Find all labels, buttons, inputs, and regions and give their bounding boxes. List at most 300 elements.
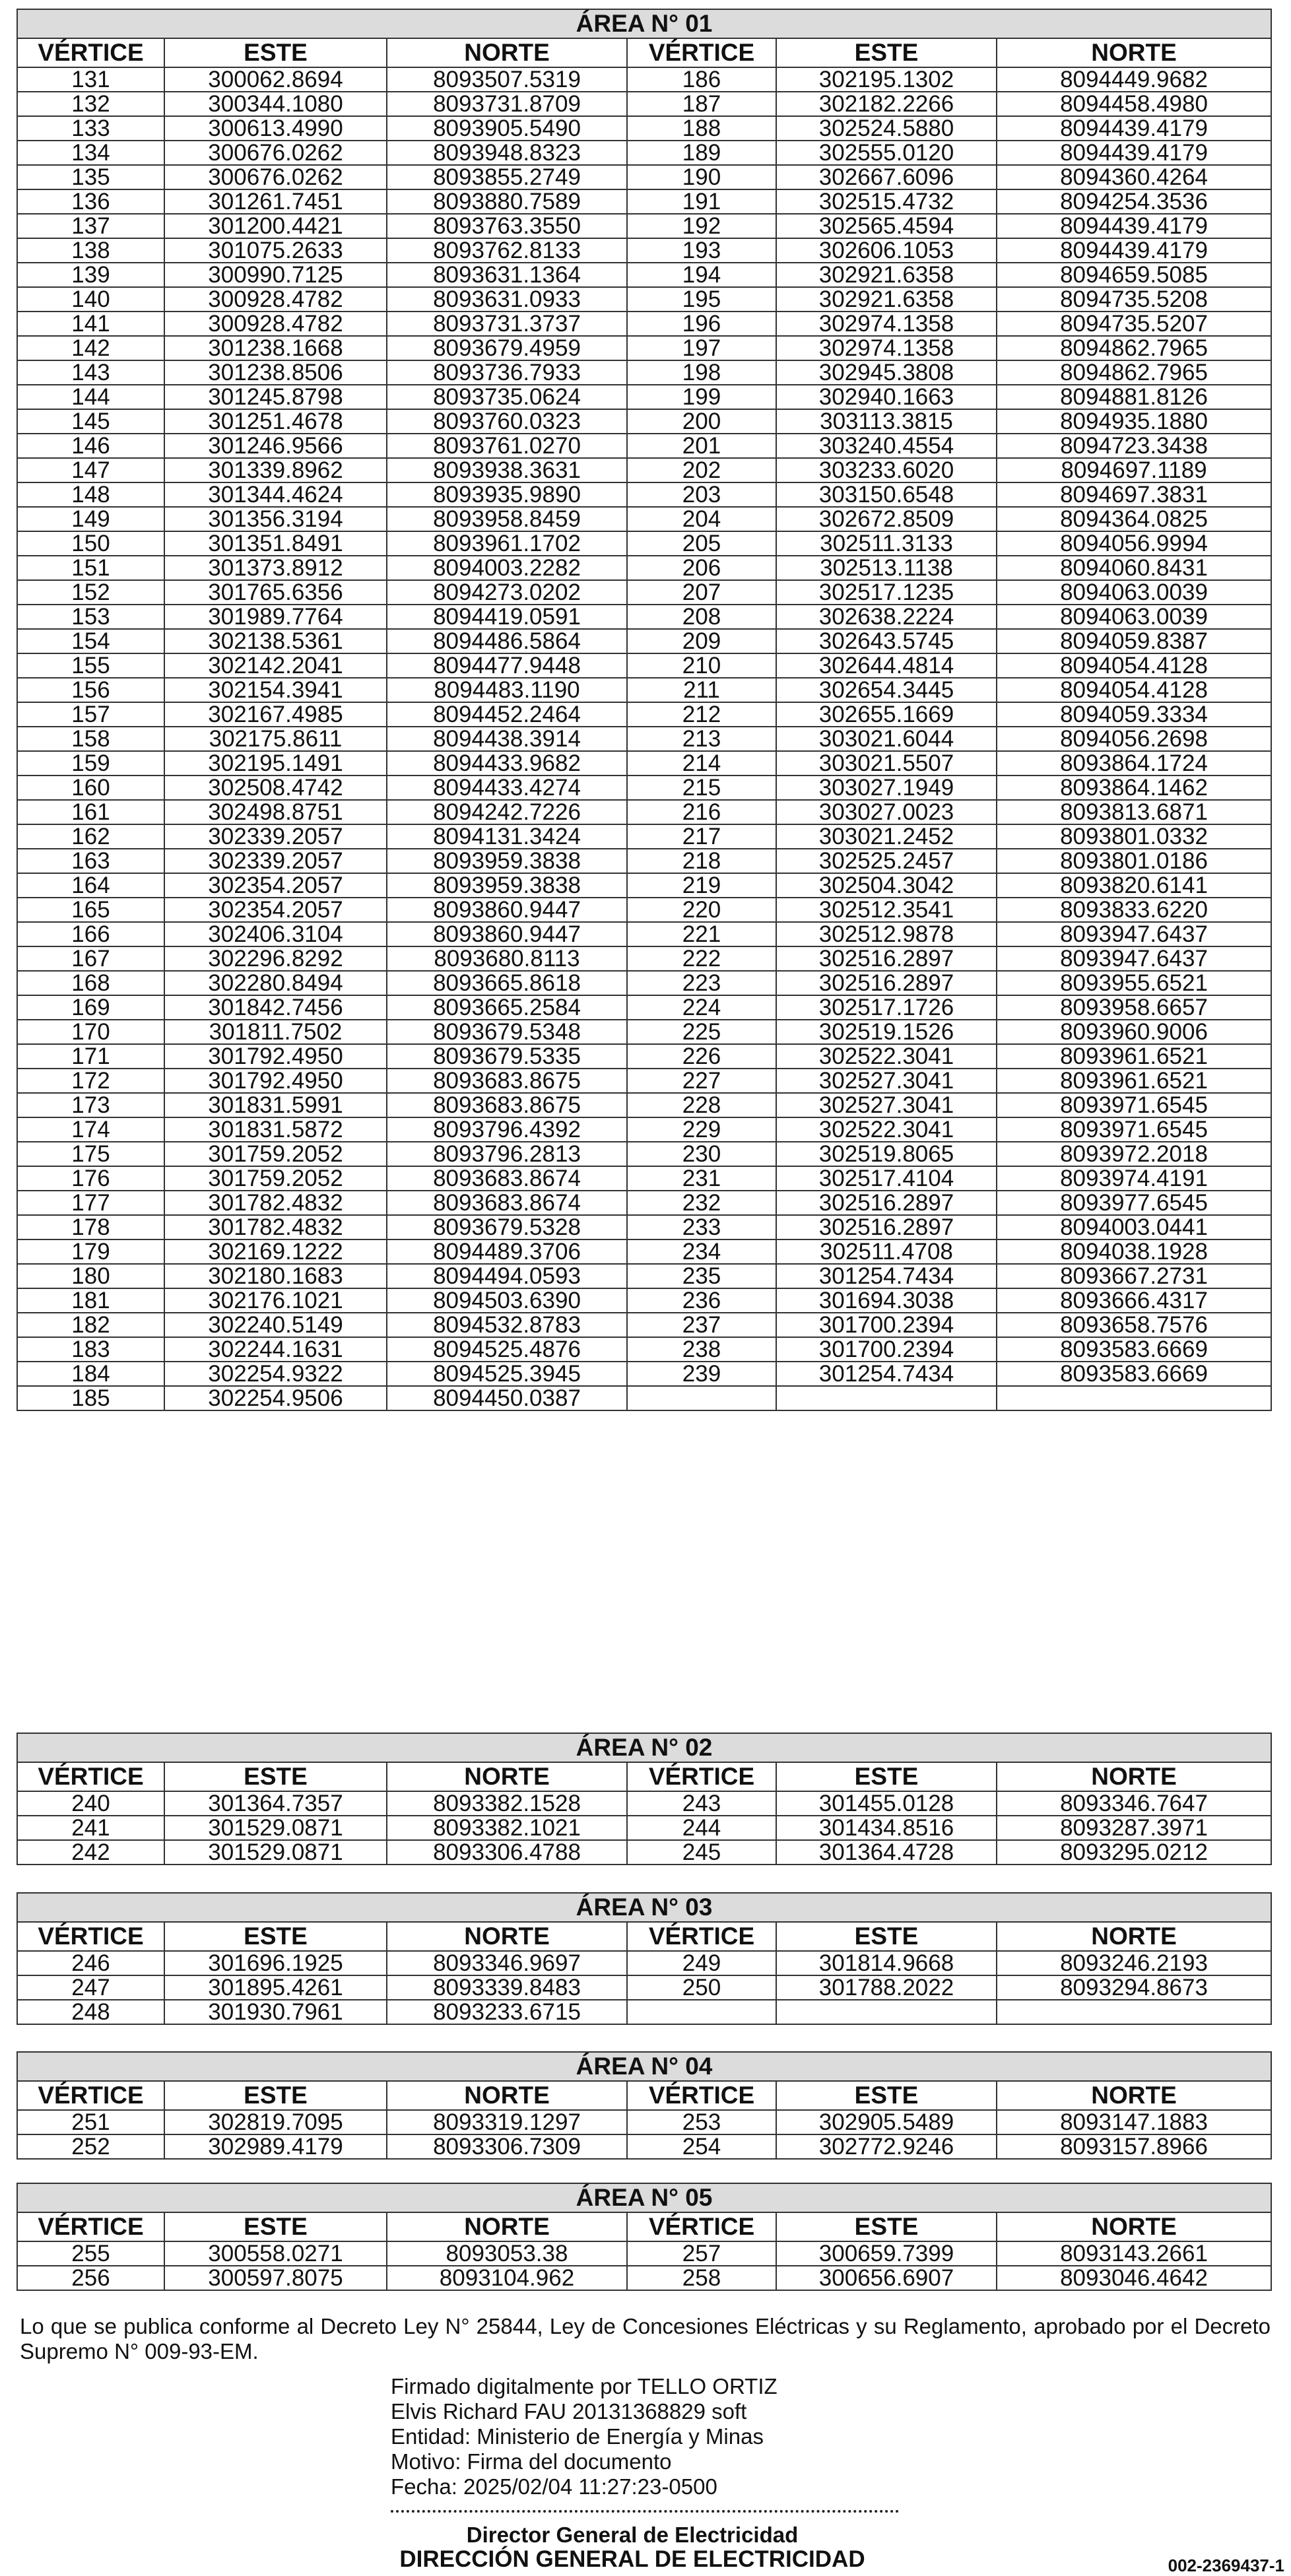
column-header-norte: NORTE [997,1922,1271,1951]
norte-cell: 8093820.6141 [997,873,1271,898]
table-row [17,2241,1271,2266]
table-row [17,1264,1271,1288]
table-row [17,776,1271,800]
este-cell: 302667.6096 [776,165,997,189]
norte-cell: 8093631.1364 [387,263,627,287]
vertice-cell: 205 [627,531,776,556]
este-cell: 302504.3042 [776,873,997,898]
table-row [17,653,1271,678]
column-header-vertice: VÉRTICE [17,1762,164,1791]
este-cell: 302511.4708 [776,1239,997,1264]
este-cell: 302240.5149 [164,1313,387,1337]
este-cell: 301251.4678 [164,409,387,434]
vertice-cell: 169 [17,995,164,1020]
area-table [17,1733,1272,1865]
norte-cell: 8094494.0593 [387,1264,627,1288]
este-cell: 302921.6358 [776,287,997,312]
este-cell: 302339.2057 [164,824,387,849]
norte-cell: 8094003.0441 [997,1215,1271,1239]
table-row [17,1142,1271,1166]
este-cell: 303027.0023 [776,800,997,824]
norte-cell: 8094433.4274 [387,776,627,800]
este-cell: 303021.2452 [776,824,997,849]
este-cell: 301356.3194 [164,507,387,531]
vertice-cell: 251 [17,2110,164,2134]
table-row [17,507,1271,531]
este-cell: 302655.1669 [776,702,997,727]
column-header-este: ESTE [776,2081,997,2110]
director-title: Director General de Electricidad [466,2523,799,2547]
este-cell: 302555.0120 [776,141,997,165]
norte-cell: 8094360.4264 [997,165,1271,189]
table-row [17,556,1271,580]
vertice-cell: 170 [17,1020,164,1044]
table-row [17,1166,1271,1191]
norte-cell: 8093683.8674 [387,1166,627,1191]
table-row [17,2110,1271,2134]
table-row [17,751,1271,776]
vertice-cell: 182 [17,1313,164,1337]
vertice-cell: 156 [17,678,164,702]
vertice-cell: 191 [627,189,776,214]
table-row [17,2000,1271,2024]
area-title: ÁREA N° 04 [17,2052,1271,2081]
este-cell: 302643.5745 [776,629,997,653]
vertice-cell: 145 [17,409,164,434]
table-row [17,946,1271,971]
norte-cell: 8094483.1190 [387,678,627,702]
este-cell: 301700.2394 [776,1337,997,1362]
vertice-cell: 132 [17,92,164,116]
table-row [17,1191,1271,1215]
este-cell: 300597.8075 [164,2266,387,2290]
este-cell: 302498.8751 [164,800,387,824]
vertice-cell: 234 [627,1239,776,1264]
norte-cell: 8094532.8783 [387,1313,627,1337]
column-header-norte: NORTE [997,2081,1271,2110]
este-cell: 301696.1925 [164,1951,387,1975]
vertice-cell: 134 [17,141,164,165]
este-cell: 302167.4985 [164,702,387,727]
este-cell: 300990.7125 [164,263,387,287]
vertice-cell: 176 [17,1166,164,1191]
este-cell: 302519.1526 [776,1020,997,1044]
column-header-vertice: VÉRTICE [627,2081,776,2110]
vertice-cell: 197 [627,336,776,360]
norte-cell: 8094881.8126 [997,385,1271,409]
vertice-cell: 141 [17,312,164,336]
este-cell: 301529.0871 [164,1840,387,1865]
vertice-cell: 150 [17,531,164,556]
table-row [17,1386,1271,1410]
vertice-cell: 142 [17,336,164,360]
vertice-cell: 167 [17,946,164,971]
vertice-cell: 237 [627,1313,776,1337]
este-cell: 302945.3808 [776,360,997,385]
table-row [17,67,1271,92]
table-row [17,336,1271,360]
este-cell: 302940.1663 [776,385,997,409]
column-header-este: ESTE [164,2212,387,2241]
este-cell: 302522.3041 [776,1044,997,1069]
este-cell: 300558.0271 [164,2241,387,2266]
column-header-este: ESTE [776,1922,997,1951]
este-cell: 303233.6020 [776,458,997,482]
column-header-este: ESTE [164,1922,387,1951]
vertice-cell: 206 [627,556,776,580]
table-row [17,1975,1271,2000]
vertice-cell: 151 [17,556,164,580]
table-row [17,702,1271,727]
vertice-cell: 253 [627,2110,776,2134]
norte-cell: 8094450.0387 [387,1386,627,1410]
vertice-cell: 179 [17,1239,164,1264]
table-row [17,141,1271,165]
vertice-cell: 243 [627,1791,776,1816]
norte-cell: 8093306.7309 [387,2134,627,2159]
column-header-norte: NORTE [387,2081,627,2110]
norte-cell: 8093731.8709 [387,92,627,116]
vertice-cell: 155 [17,653,164,678]
digital-signature-block [391,2374,919,2499]
vertice-cell: 201 [627,434,776,458]
este-cell: 302508.4742 [164,776,387,800]
table-row [17,287,1271,312]
norte-cell: 8093947.6437 [997,922,1271,946]
este-cell: 302565.4594 [776,214,997,238]
norte-cell: 8093679.5335 [387,1044,627,1069]
este-cell: 301759.2052 [164,1142,387,1166]
column-header-vertice: VÉRTICE [627,2212,776,2241]
column-header-row [17,1922,1271,1951]
table-row [17,1044,1271,1069]
table-row [17,189,1271,214]
este-cell [776,2000,997,2024]
table-row [17,238,1271,263]
norte-cell: 8094054.4128 [997,653,1271,678]
vertice-cell: 217 [627,824,776,849]
este-cell: 302182.2266 [776,92,997,116]
norte-cell: 8094439.4179 [997,214,1271,238]
este-cell: 301529.0871 [164,1816,387,1840]
norte-cell: 8093233.6715 [387,2000,627,2024]
vertice-cell: 140 [17,287,164,312]
vertice-cell: 219 [627,873,776,898]
vertice-cell: 203 [627,482,776,507]
vertice-cell: 177 [17,1191,164,1215]
norte-cell: 8094697.1189 [997,458,1271,482]
este-cell: 303021.6044 [776,727,997,751]
vertice-cell: 148 [17,482,164,507]
este-cell: 302354.2057 [164,898,387,922]
vertice-cell: 184 [17,1362,164,1386]
norte-cell: 8094433.9682 [387,751,627,776]
este-cell: 302513.1138 [776,556,997,580]
este-cell: 302527.3041 [776,1069,997,1093]
norte-cell: 8094486.5864 [387,629,627,653]
este-cell: 301339.8962 [164,458,387,482]
norte-cell: 8093860.9447 [387,922,627,946]
vertice-cell: 196 [627,312,776,336]
norte-cell: 8093813.6871 [997,800,1271,824]
norte-cell: 8094254.3536 [997,189,1271,214]
norte-cell: 8093679.5328 [387,1215,627,1239]
table-row [17,92,1271,116]
vertice-cell: 232 [627,1191,776,1215]
norte-cell: 8094862.7965 [997,360,1271,385]
table-row [17,1951,1271,1975]
este-cell: 300928.4782 [164,312,387,336]
table-row [17,922,1271,946]
este-cell: 302512.9878 [776,922,997,946]
norte-cell: 8093905.5490 [387,116,627,141]
norte-cell: 8094060.8431 [997,556,1271,580]
vertice-cell: 235 [627,1264,776,1288]
area-table [17,9,1272,1411]
este-cell: 301245.8798 [164,385,387,409]
vertice-cell: 187 [627,92,776,116]
vertice-cell: 241 [17,1816,164,1840]
norte-cell: 8093735.0624 [387,385,627,409]
vertice-cell: 178 [17,1215,164,1239]
norte-cell: 8093960.9006 [997,1020,1271,1044]
table-row [17,434,1271,458]
column-header-norte: NORTE [387,2212,627,2241]
norte-cell: 8094056.9994 [997,531,1271,556]
norte-cell: 8093679.4959 [387,336,627,360]
norte-cell: 8094862.7965 [997,336,1271,360]
table-row [17,1313,1271,1337]
este-cell: 302280.8494 [164,971,387,995]
vertice-cell: 245 [627,1840,776,1865]
norte-cell: 8093683.8675 [387,1069,627,1093]
norte-cell: 8094452.2464 [387,702,627,727]
vertice-cell: 133 [17,116,164,141]
este-cell: 302515.4732 [776,189,997,214]
este-cell: 301200.4421 [164,214,387,238]
este-cell: 301792.4950 [164,1044,387,1069]
este-cell: 301792.4950 [164,1069,387,1093]
vertice-cell: 227 [627,1069,776,1093]
column-header-este: ESTE [164,2081,387,2110]
este-cell: 301434.8516 [776,1816,997,1840]
este-cell: 302354.2057 [164,873,387,898]
este-cell: 303027.1949 [776,776,997,800]
este-cell: 301989.7764 [164,605,387,629]
table-row [17,385,1271,409]
norte-cell: 8094935.1880 [997,409,1271,434]
vertice-cell: 200 [627,409,776,434]
norte-cell: 8093666.4317 [997,1288,1271,1313]
este-cell: 302176.1021 [164,1288,387,1313]
column-header-vertice: VÉRTICE [17,2081,164,2110]
norte-cell: 8094273.0202 [387,580,627,605]
vertice-cell: 173 [17,1093,164,1117]
norte-cell: 8093974.4191 [997,1166,1271,1191]
norte-cell: 8093306.4788 [387,1840,627,1865]
table-row [17,1020,1271,1044]
este-cell: 301254.7434 [776,1362,997,1386]
norte-cell: 8093680.8113 [387,946,627,971]
column-header-vertice: VÉRTICE [627,1762,776,1791]
vertice-cell: 185 [17,1386,164,1410]
table-row [17,165,1271,189]
norte-cell: 8093667.2731 [997,1264,1271,1288]
table-row [17,1288,1271,1313]
este-cell: 302974.1358 [776,312,997,336]
norte-cell: 8093583.6669 [997,1337,1271,1362]
norte-cell: 8093760.0323 [387,409,627,434]
norte-cell: 8093679.5348 [387,1020,627,1044]
area-title: ÁREA N° 05 [17,2183,1271,2212]
este-cell: 302175.8611 [164,727,387,751]
vertice-cell: 172 [17,1069,164,1093]
norte-cell: 8094059.8387 [997,629,1271,653]
este-cell: 302516.2897 [776,971,997,995]
este-cell: 302254.9322 [164,1362,387,1386]
norte-cell: 8094489.3706 [387,1239,627,1264]
norte-cell: 8094723.3438 [997,434,1271,458]
vertice-cell: 168 [17,971,164,995]
norte-cell: 8094439.4179 [997,141,1271,165]
column-header-este: ESTE [164,1762,387,1791]
norte-cell: 8093961.6521 [997,1069,1271,1093]
norte-cell: 8093683.8675 [387,1093,627,1117]
norte-cell: 8093346.9697 [387,1951,627,1975]
norte-cell: 8093147.1883 [997,2110,1271,2134]
vertice-cell: 131 [17,67,164,92]
vertice-cell: 231 [627,1166,776,1191]
norte-cell: 8093948.8323 [387,141,627,165]
este-cell: 301831.5991 [164,1093,387,1117]
norte-cell: 8094503.6390 [387,1288,627,1313]
norte-cell: 8093053.38 [387,2241,627,2266]
vertice-cell: 216 [627,800,776,824]
vertice-cell: 193 [627,238,776,263]
este-cell: 301455.0128 [776,1791,997,1816]
vertice-cell: 160 [17,776,164,800]
este-cell: 302180.1683 [164,1264,387,1288]
este-cell: 302519.8065 [776,1142,997,1166]
norte-cell: 8094525.4876 [387,1337,627,1362]
este-cell: 301254.7434 [776,1264,997,1288]
vertice-cell: 158 [17,727,164,751]
este-cell [776,1386,997,1410]
table-row [17,605,1271,629]
norte-cell [997,1386,1271,1410]
este-cell: 302524.5880 [776,116,997,141]
este-cell: 302606.1053 [776,238,997,263]
vertice-cell: 198 [627,360,776,385]
table-row [17,214,1271,238]
vertice-cell: 161 [17,800,164,824]
este-cell: 301373.8912 [164,556,387,580]
vertice-cell: 254 [627,2134,776,2159]
norte-cell: 8093958.8459 [387,507,627,531]
vertice-cell: 256 [17,2266,164,2290]
este-cell: 301700.2394 [776,1313,997,1337]
vertice-cell: 174 [17,1117,164,1142]
este-cell: 302525.2457 [776,849,997,873]
norte-cell: 8094063.0039 [997,580,1271,605]
column-header-este: ESTE [776,38,997,67]
table-row [17,873,1271,898]
norte-cell: 8093157.8966 [997,2134,1271,2159]
este-cell: 303150.6548 [776,482,997,507]
vertice-cell: 175 [17,1142,164,1166]
vertice-cell: 137 [17,214,164,238]
este-cell: 302638.2224 [776,605,997,629]
vertice-cell: 163 [17,849,164,873]
este-cell: 301351.8491 [164,531,387,556]
vertice-cell: 192 [627,214,776,238]
este-cell: 302905.5489 [776,2110,997,2134]
norte-cell: 8094003.2282 [387,556,627,580]
este-cell: 300613.4990 [164,116,387,141]
este-cell: 302195.1491 [164,751,387,776]
vertice-cell: 230 [627,1142,776,1166]
norte-cell: 8093938.3631 [387,458,627,482]
norte-cell: 8093736.7933 [387,360,627,385]
este-cell: 302138.5361 [164,629,387,653]
este-cell: 302974.1358 [776,336,997,360]
vertice-cell: 143 [17,360,164,385]
area-title: ÁREA N° 03 [17,1893,1271,1922]
table-row [17,409,1271,434]
vertice-cell: 202 [627,458,776,482]
norte-cell: 8094038.1928 [997,1239,1271,1264]
vertice-cell: 136 [17,189,164,214]
vertice-cell: 209 [627,629,776,653]
norte-cell [997,2000,1271,2024]
este-cell: 302516.2897 [776,1215,997,1239]
area-title: ÁREA N° 01 [17,9,1271,38]
este-cell: 302517.4104 [776,1166,997,1191]
legal-notice: Lo que se publica conforme al Decreto Ley N° 25844, Ley de Concesiones Eléctricas y su Reglamento, aprobado por el Decreto Supremo N° 009-93-EM. [20,2314,1271,2363]
area-table [17,1892,1272,2025]
vertice-cell: 210 [627,653,776,678]
signature-divider [391,2510,899,2513]
norte-cell: 8093583.6669 [997,1362,1271,1386]
vertice-cell [627,1386,776,1410]
norte-cell: 8093665.2584 [387,995,627,1020]
este-cell: 300928.4782 [164,287,387,312]
column-header-vertice: VÉRTICE [17,38,164,67]
vertice-cell: 180 [17,1264,164,1288]
norte-cell: 8093947.6437 [997,946,1271,971]
column-header-norte: NORTE [387,38,627,67]
table-row [17,2266,1271,2290]
este-cell: 300656.6907 [776,2266,997,2290]
vertice-cell: 186 [627,67,776,92]
vertice-cell: 255 [17,2241,164,2266]
vertice-cell: 207 [627,580,776,605]
vertice-cell: 195 [627,287,776,312]
table-row [17,971,1271,995]
table-row [17,1337,1271,1362]
table-row [17,824,1271,849]
este-cell: 301364.7357 [164,1791,387,1816]
norte-cell: 8093319.1297 [387,2110,627,2134]
vertice-cell: 249 [627,1951,776,1975]
vertice-cell: 149 [17,507,164,531]
vertice-cell: 250 [627,1975,776,2000]
este-cell: 300344.1080 [164,92,387,116]
column-header-norte: NORTE [387,1922,627,1951]
norte-cell: 8093955.6521 [997,971,1271,995]
norte-cell: 8093761.0270 [387,434,627,458]
vertice-cell: 139 [17,263,164,287]
